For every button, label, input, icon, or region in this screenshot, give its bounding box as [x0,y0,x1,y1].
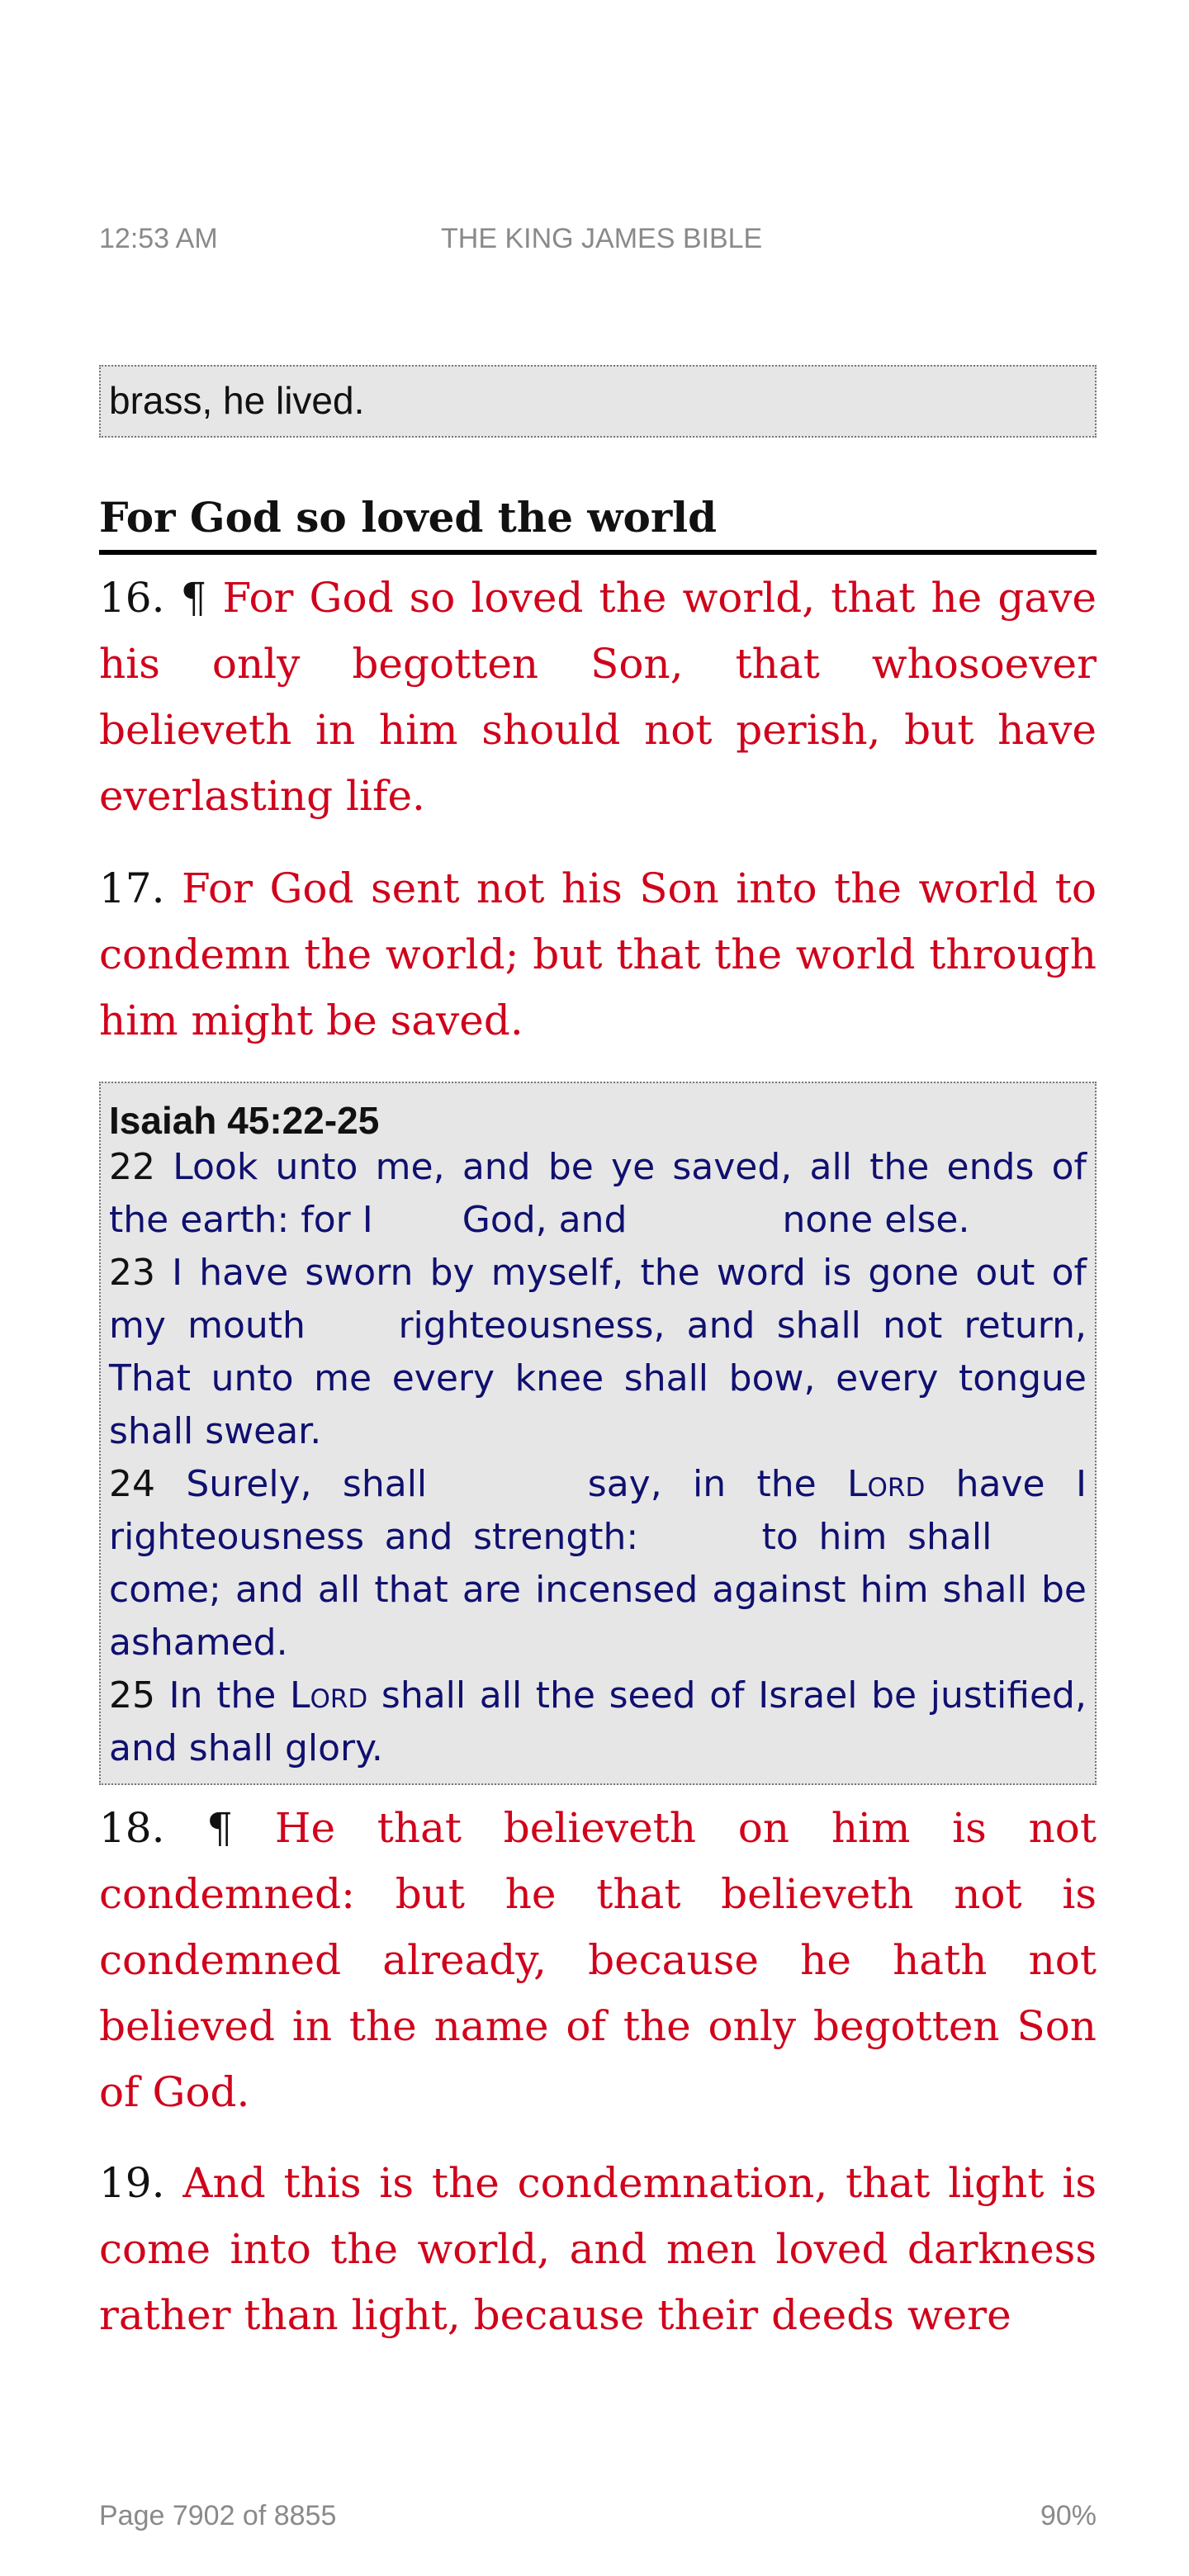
verse-number: 17. [99,864,165,912]
book-title: THE KING JAMES BIBLE [441,223,763,254]
verse-text: say, in the [587,1463,817,1505]
verse-text: In the [168,1674,277,1717]
isaiah-verse-25 [109,1669,1087,1775]
verse-text: shall all the seed of Israel be justified, and shall glory. [109,1674,1087,1769]
verse-number: 22 [109,1146,155,1188]
verse-17 [99,855,1097,1054]
verse-text: And this is the condemnation, that light is come into the world, and men loved darkness rather than light, because their deeds were [99,2159,1097,2339]
isaiah-verse-24 [109,1458,1087,1669]
verse-text: none else. [782,1199,970,1241]
reading-progress-footer [99,2500,1097,2541]
verse-text: I have sworn by myself, the word is gone out of my mouth [109,1252,1087,1347]
verse-text: God, and [462,1199,628,1241]
previous-note-box [99,365,1097,438]
progress-percent: 90% [1040,2500,1097,2531]
verse-number: 23 [109,1252,155,1294]
verse-text: come; and all that are incensed against him shall be ashamed. [109,1569,1087,1664]
verse-16 [99,565,1097,829]
section-heading: For God so loved the world [99,492,1097,555]
previous-note-text: brass, he lived. [109,379,365,422]
verse-text: He that believeth on him is not condemned: but he that believeth not is condemned already, because he hath not believed in the name of the only begotten Son of God. [99,1804,1097,2116]
lord-small-caps: Lord [289,1674,368,1717]
isaiah-verse-23 [109,1247,1087,1458]
verse-number: 24 [109,1463,155,1505]
verse-number: 25 [109,1674,155,1717]
verse-number: 18. [99,1804,165,1852]
verse-text: Look unto me, and be ye saved, all the ends of the earth: for I [109,1146,1087,1241]
verse-18 [99,1795,1097,2125]
verse-text: For God so loved the world, that he gave his only begotten Son, that whosoever believeth in him should not perish, but have everlasting life. [99,574,1097,820]
verse-number: 16. [99,574,165,622]
cross-reference-title[interactable]: Isaiah 45:22-25 [109,1099,380,1142]
verse-19 [99,2150,1097,2348]
reading-content[interactable] [99,365,1097,2348]
pilcrow-icon: ¶ [180,574,207,622]
verse-number: 19. [99,2159,165,2207]
page-indicator: Page 7902 of 8855 [99,2500,337,2531]
clock-time: 12:53 AM [99,223,218,254]
verse-text: righteousness, and shall not return, That unto me every knee shall bow, every tongue shall swear. [109,1305,1087,1452]
isaiah-verse-22 [109,1141,1087,1247]
verse-text: to him shall [761,1516,992,1558]
pilcrow-icon: ¶ [206,1804,234,1852]
lord-small-caps: Lord [847,1463,926,1505]
verse-text: Surely, shall [186,1463,428,1505]
verse-text: For God sent not his Son into the world to condemn the world; but that the world through him might be saved. [99,864,1097,1044]
status-bar [99,223,1097,264]
verse-text: have I righteousness and strength: [109,1463,1087,1558]
cross-reference-box[interactable] [99,1082,1097,1785]
